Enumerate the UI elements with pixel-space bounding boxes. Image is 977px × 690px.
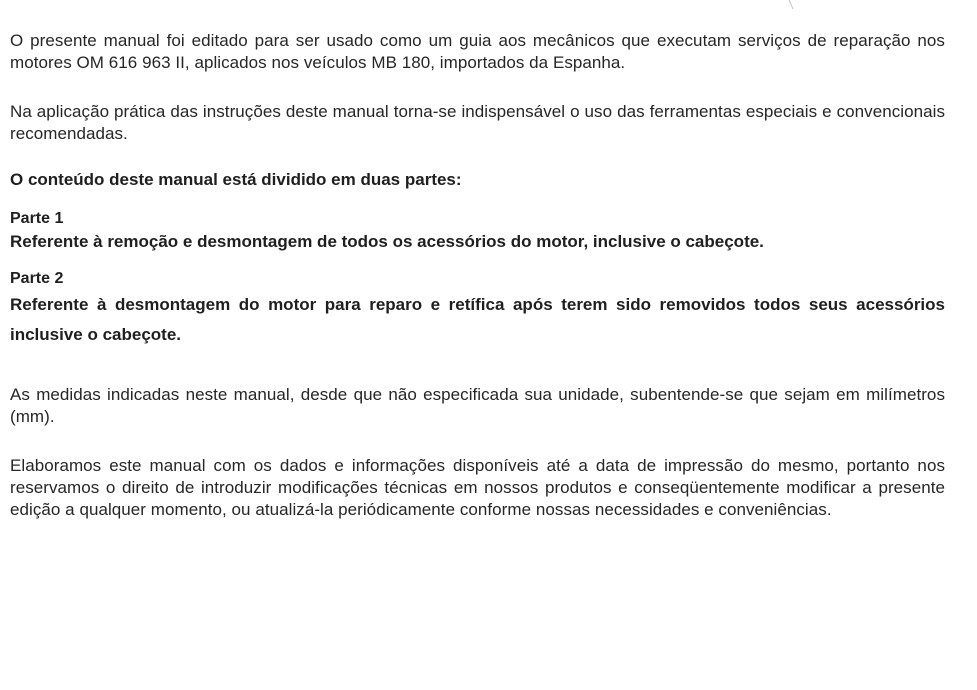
disclaimer-paragraph: Elaboramos este manual com os dados e informações disponíveis até a data de impressão do mesmo, portanto nos reservamos o direito de introduzir modificações técnicas em nossos produtos e conseqüentemente modificar a presente edição a qualquer momento, ou atualizá-la periódicamente conforme nossas necessidades e conveniências. (10, 456, 945, 519)
part-1 (10, 208, 945, 254)
part-2-description: Referente à desmontagem do motor para reparo e retífica após terem sido removidos todos seus acessórios inclusive o cabeçote. (10, 295, 945, 344)
intro-paragraph: O presente manual foi editado para ser usado como um guia aos mecânicos que executam serviços de reparação nos motores OM 616 963 II, aplicados nos veículos MB 180, importados da Espanha. (10, 31, 945, 72)
content-heading: O conteúdo deste manual está dividido em duas partes: (10, 170, 462, 189)
part-2-label: Parte 2 (10, 270, 64, 287)
stray-print-mark (788, 0, 794, 10)
units-note-paragraph: As medidas indicadas neste manual, desde que não especificada sua unidade, subentende-se que sejam em milímetros (mm). (10, 385, 945, 426)
part-1-label: Parte 1 (10, 210, 64, 227)
part-2 (10, 268, 945, 350)
part-1-description: Referente à remoção e desmontagem de todos os acessórios do motor, inclusive o cabeçote. (10, 232, 764, 251)
manual-preface (10, 30, 945, 521)
tools-paragraph: Na aplicação prática das instruções deste manual torna-se indispensável o uso das ferramentas especiais e convencionais recomendadas. (10, 102, 945, 143)
